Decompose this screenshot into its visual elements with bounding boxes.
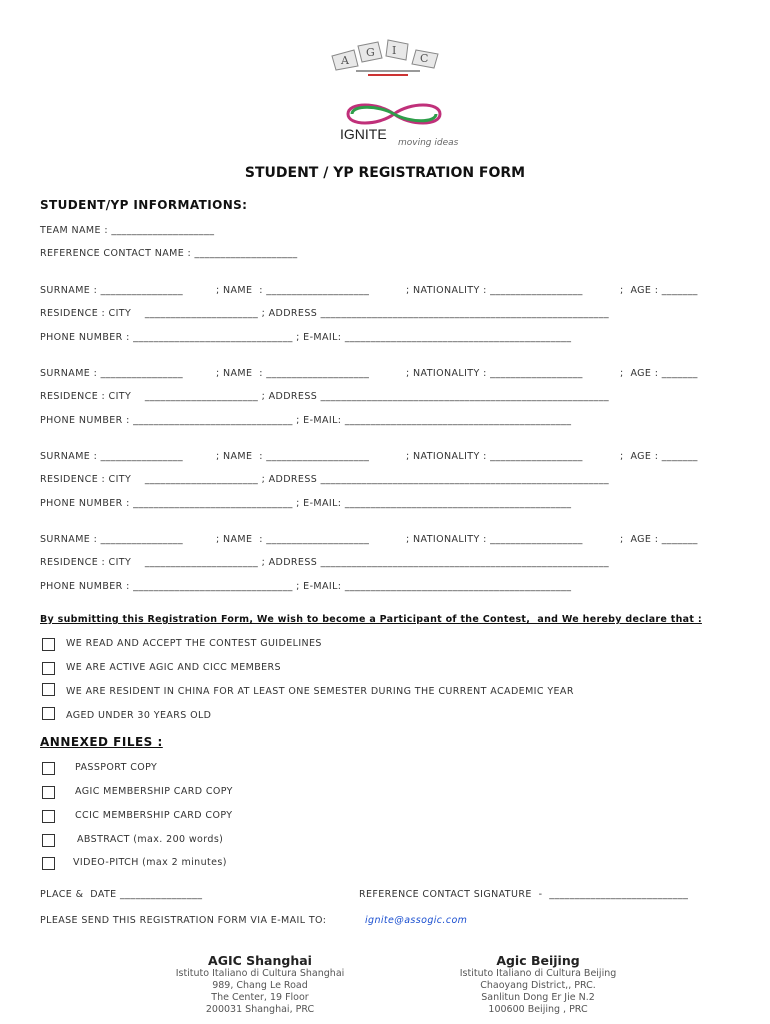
address-line: Chaoyang District,, PRC. <box>480 980 596 991</box>
footer-left-title: AGIC Shanghai <box>208 953 312 968</box>
ignite-tagline: moving ideas <box>398 138 459 148</box>
residence-address-field[interactable]: RESIDENCE : CITY ______________________ ; ADDRESS ________________________________________________________ <box>40 557 610 568</box>
residence-address-field[interactable]: RESIDENCE : CITY ______________________ ; ADDRESS ________________________________________________________ <box>40 474 610 485</box>
address-line: Sanlitun Dong Er Jie N.2 <box>481 992 595 1003</box>
declaration-checkbox[interactable] <box>42 683 55 696</box>
footer-left-address <box>140 968 380 1016</box>
nationality-field[interactable]: ; NATIONALITY : __________________ <box>406 368 583 379</box>
age-field[interactable]: ; AGE : _______ <box>620 451 698 462</box>
address-line: Istituto Italiano di Cultura Shanghai <box>175 968 345 979</box>
send-instructions: PLEASE SEND THIS REGISTRATION FORM VIA E-MAIL TO: <box>40 915 327 926</box>
page-title: STUDENT / YP REGISTRATION FORM <box>244 165 526 181</box>
name-field[interactable]: ; NAME : ____________________ <box>216 368 370 379</box>
agic-logo <box>328 36 446 78</box>
declaration-label: WE ARE ACTIVE AGIC AND CICC MEMBERS <box>66 662 281 673</box>
residence-address-field[interactable]: RESIDENCE : CITY ______________________ ; ADDRESS ________________________________________________________ <box>40 391 610 402</box>
surname-field[interactable]: SURNAME : ________________ <box>40 368 184 379</box>
address-line: The Center, 19 Floor <box>211 992 309 1003</box>
phone-email-field[interactable]: PHONE NUMBER : _______________________________ ; E-MAIL: ____________________________________________ <box>40 498 572 509</box>
footer-right-address <box>418 968 658 1016</box>
declaration-statement: By submitting this Registration Form, We wish to become a Participant of the Contest, and We hereby declare that : <box>40 614 702 625</box>
nationality-field[interactable]: ; NATIONALITY : __________________ <box>406 285 583 296</box>
nationality-field[interactable]: ; NATIONALITY : __________________ <box>406 451 583 462</box>
email-link[interactable]: ignite@assogic.com <box>365 915 468 926</box>
declaration-label: WE ARE RESIDENT IN CHINA FOR AT LEAST ONE SEMESTER DURING THE CURRENT ACADEMIC YEAR <box>66 686 574 697</box>
annex-checkbox[interactable] <box>42 810 55 823</box>
address-line: 200031 Shanghai, PRC <box>205 1004 315 1015</box>
annex-label: CCIC MEMBERSHIP CARD COPY <box>75 810 233 821</box>
place-date-field[interactable]: PLACE & DATE ________________ <box>40 889 203 900</box>
address-line: Istituto Italiano di Cultura Beijing <box>459 968 617 979</box>
signature-field[interactable]: REFERENCE CONTACT SIGNATURE - ___________________________ <box>359 889 689 900</box>
name-field[interactable]: ; NAME : ____________________ <box>216 451 370 462</box>
annex-label: VIDEO-PITCH (max 2 minutes) <box>73 857 227 868</box>
surname-field[interactable]: SURNAME : ________________ <box>40 285 184 296</box>
age-field[interactable]: ; AGE : _______ <box>620 534 698 545</box>
phone-email-field[interactable]: PHONE NUMBER : _______________________________ ; E-MAIL: ____________________________________________ <box>40 332 572 343</box>
svg-text:I: I <box>392 44 397 57</box>
ignite-wordmark: IGNITE <box>340 126 387 142</box>
footer-right-title: Agic Beijing <box>496 953 580 968</box>
declaration-label: WE READ AND ACCEPT THE CONTEST GUIDELINES <box>66 638 322 649</box>
annex-label: AGIC MEMBERSHIP CARD COPY <box>75 786 233 797</box>
name-field[interactable]: ; NAME : ____________________ <box>216 285 370 296</box>
address-line: 100600 Beijing , PRC <box>488 1004 588 1015</box>
section-info-heading: STUDENT/YP INFORMATIONS: <box>40 198 248 212</box>
annex-label: ABSTRACT (max. 200 words) <box>77 834 224 845</box>
declaration-checkbox[interactable] <box>42 662 55 675</box>
annex-checkbox[interactable] <box>42 762 55 775</box>
svg-text:A: A <box>341 54 349 67</box>
name-field[interactable]: ; NAME : ____________________ <box>216 534 370 545</box>
address-line: 989, Chang Le Road <box>212 980 308 991</box>
annex-checkbox[interactable] <box>42 834 55 847</box>
surname-field[interactable]: SURNAME : ________________ <box>40 451 184 462</box>
declaration-checkbox[interactable] <box>42 638 55 651</box>
annex-label: PASSPORT COPY <box>75 762 158 773</box>
annex-checkbox[interactable] <box>42 857 55 870</box>
declaration-label: AGED UNDER 30 YEARS OLD <box>66 710 212 721</box>
nationality-field[interactable]: ; NATIONALITY : __________________ <box>406 534 583 545</box>
declaration-checkbox[interactable] <box>42 707 55 720</box>
age-field[interactable]: ; AGE : _______ <box>620 285 698 296</box>
svg-text:C: C <box>420 52 429 65</box>
reference-contact-field[interactable]: REFERENCE CONTACT NAME : ____________________ <box>40 248 298 259</box>
team-name-field[interactable]: TEAM NAME : ____________________ <box>40 225 215 236</box>
phone-email-field[interactable]: PHONE NUMBER : _______________________________ ; E-MAIL: ____________________________________________ <box>40 415 572 426</box>
annexed-files-heading: ANNEXED FILES : <box>40 735 163 749</box>
phone-email-field[interactable]: PHONE NUMBER : _______________________________ ; E-MAIL: ____________________________________________ <box>40 581 572 592</box>
age-field[interactable]: ; AGE : _______ <box>620 368 698 379</box>
surname-field[interactable]: SURNAME : ________________ <box>40 534 184 545</box>
residence-address-field[interactable]: RESIDENCE : CITY ______________________ ; ADDRESS ________________________________________________________ <box>40 308 610 319</box>
svg-text:G: G <box>366 46 375 59</box>
annex-checkbox[interactable] <box>42 786 55 799</box>
